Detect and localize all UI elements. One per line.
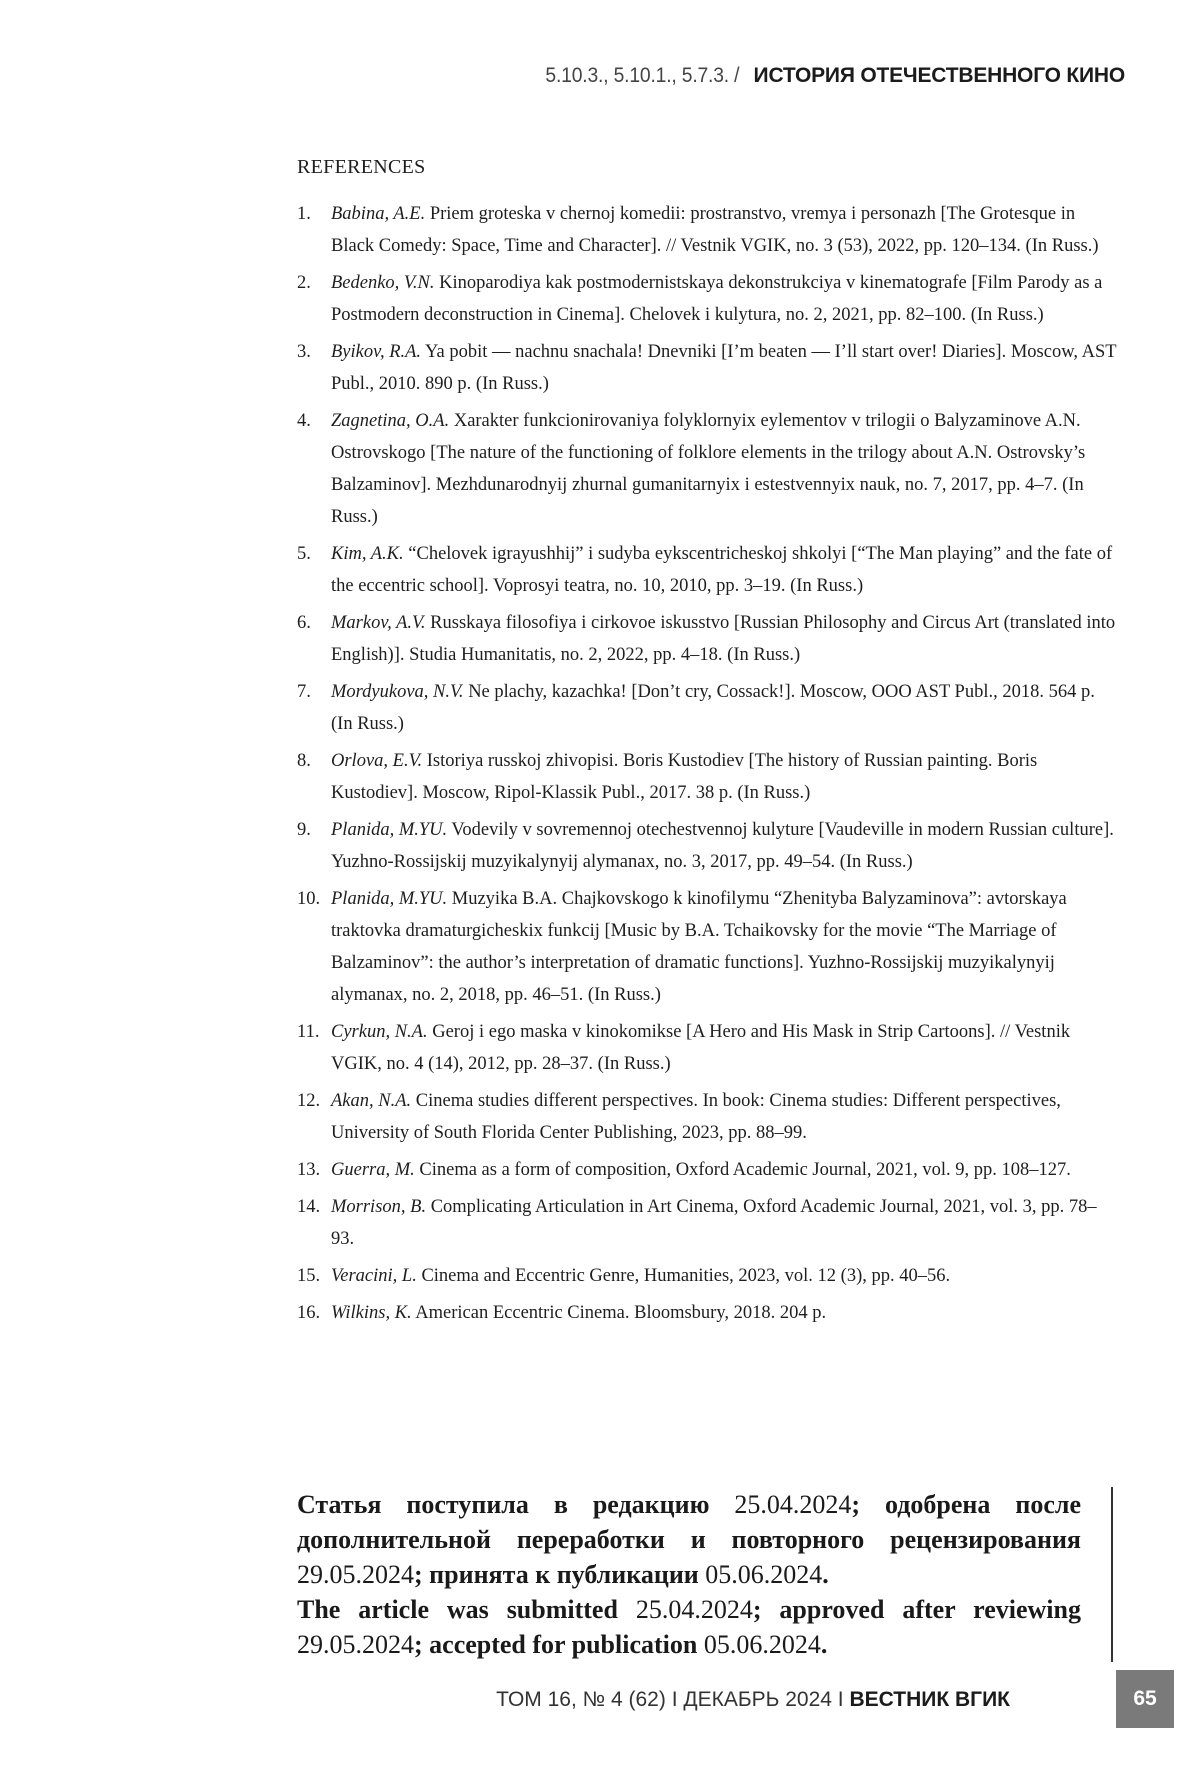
reference-item [297, 336, 1117, 400]
reference-author: Planida, M.YU. [331, 820, 448, 840]
reference-text: American Eccentric Cinema. Bloomsbury, 2018. 204 p. [411, 1303, 827, 1323]
reference-text: Vodevily v sovremennoj otechestvennoj kulyture [Vaudeville in modern Russian culture]. Yuzhno-Rossijskij muzyikalynyij alymanax, no. 3, 2017, pp. 49–54. (In Russ.) [331, 820, 1114, 872]
reference-item [297, 676, 1117, 740]
reference-text: Muzyika B.A. Chajkovskogo k kinofilymu “Zhenityba Balyzaminova”: avtorskaya traktovka dramaturgicheskix funkcij [Music by B.A. Tchaikovsky for the movie “The Marriage of Balzaminov”: the author’s interpretation of dramatic functions]. Yuzhno-Rossijskij muzyikalynyij alymanax, no. 2, 2018, pp. 46–51. (In Russ.) [331, 889, 1067, 1005]
reference-number: 10. [297, 889, 321, 909]
issue-info: ТОМ 16, № 4 (62) I ДЕКАБРЬ 2024 I [496, 1688, 850, 1711]
reference-author: Zagnetina, O.A. [331, 411, 450, 431]
reference-list [297, 198, 1117, 1334]
note-label: ; одобрена после дополнительной переработки и повторного рецензирования [297, 1490, 1081, 1554]
reference-item [297, 1260, 1117, 1292]
reference-item [297, 607, 1117, 671]
reference-text: Complicating Articulation in Art Cinema, Oxford Academic Journal, 2021, vol. 3, pp. 78–93. [331, 1197, 1097, 1249]
reference-item [297, 883, 1117, 1011]
accepted-date: 05.06.2024 [705, 1560, 823, 1589]
reference-text: “Chelovek igrayushhij” i sudyba eykscentricheskoj shkolyi [“The Man playing” and the fate of the eccentric school]. Voprosyi teatra, no. 10, 2010, pp. 3–19. (In Russ.) [331, 544, 1113, 596]
note-label: . [822, 1560, 829, 1589]
reference-number: 3. [297, 342, 311, 362]
reference-number: 9. [297, 820, 311, 840]
approved-date: 29.05.2024 [297, 1630, 414, 1659]
reference-item [297, 1297, 1117, 1329]
approved-date: 29.05.2024 [297, 1560, 414, 1589]
note-label: ; approved after reviewing [752, 1595, 1081, 1624]
reference-author: Bedenko, V.N. [331, 273, 435, 293]
reference-author: Morrison, B. [331, 1197, 427, 1217]
reference-author: Akan, N.A. [331, 1091, 412, 1111]
journal-name: ВЕСТНИК ВГИК [849, 1688, 1010, 1711]
reference-text: Russkaya filosofiya i cirkovoe iskusstvo [Russian Philosophy and Circus Art (translated into English)]. Studia Humanitatis, no. 2, 2022, pp. 4–18. (In Russ.) [331, 613, 1116, 665]
reference-text: Istoriya russkoj zhivopisi. Boris Kustodiev [The history of Russian painting. Boris Kustodiev]. Moscow, Ripol-Klassik Publ., 2017. 38 p. (In Russ.) [331, 751, 1038, 803]
section-title: ИСТОРИЯ ОТЕЧЕСТВЕННОГО КИНО [753, 64, 1125, 87]
submission-note-ru [297, 1487, 1081, 1592]
note-label: . [820, 1630, 828, 1659]
page-footer [496, 1688, 1010, 1712]
reference-author: Planida, M.YU. [331, 889, 448, 909]
reference-author: Cyrkun, N.A. [331, 1022, 428, 1042]
reference-number: 12. [297, 1091, 321, 1111]
note-label: ; accepted for publication [414, 1630, 704, 1659]
reference-text: Kinoparodiya kak postmodernistskaya dekonstrukciya v kinematografe [Film Parody as a Postmodern deconstruction in Cinema]. Chelovek i kulytura, no. 2, 2021, pp. 82–100. (In Russ.) [331, 273, 1103, 325]
reference-author: Babina, A.E. [331, 204, 426, 224]
reference-item [297, 745, 1117, 809]
page-number: 65 [1116, 1670, 1174, 1728]
reference-number: 11. [297, 1022, 320, 1042]
reference-author: Veracini, L. [331, 1266, 417, 1286]
reference-text: Cinema studies different perspectives. In book: Cinema studies: Different perspectives, University of South Florida Center Publishing, 2023, pp. 88–99. [331, 1091, 1061, 1143]
accepted-date: 05.06.2024 [703, 1630, 821, 1659]
submission-note [297, 1487, 1113, 1662]
reference-text: Xarakter funkcionirovaniya folyklornyix eylementov v trilogii o Balyzaminove A.N. Ostrovskogo [The nature of the functioning of folklore elements in the trilogy about A.N. Ostrovsky’s Balzaminov]. Mezhdunarodnyij zhurnal gumanitarnyix i estestvennyix nauk, no. 7, 2017, pp. 4–7. (In Russ.) [331, 411, 1086, 527]
reference-author: Guerra, M. [331, 1160, 415, 1180]
reference-author: Kim, A.K. [331, 544, 404, 564]
reference-text: Geroj i ego maska v kinokomikse [A Hero and His Mask in Strip Cartoons]. // Vestnik VGIK, no. 4 (14), 2012, pp. 28–37. (In Russ.) [331, 1022, 1071, 1074]
reference-item [297, 538, 1117, 602]
references-heading: REFERENCES [297, 156, 426, 178]
reference-item [297, 814, 1117, 878]
reference-number: 1. [297, 204, 311, 224]
reference-item [297, 1016, 1117, 1080]
reference-number: 14. [297, 1197, 321, 1217]
reference-item [297, 1154, 1117, 1186]
reference-item [297, 405, 1117, 533]
reference-number: 16. [297, 1303, 321, 1323]
received-date: 25.04.2024 [734, 1490, 852, 1519]
reference-text: Cinema and Eccentric Genre, Humanities, 2023, vol. 12 (3), pp. 40–56. [416, 1266, 951, 1286]
reference-author: Orlova, E.V. [331, 751, 423, 771]
reference-text: Ne plachy, kazachka! [Don’t cry, Cossack!]. Moscow, OOO AST Publ., 2018. 564 p. (In Russ.) [331, 682, 1095, 734]
received-date: 25.04.2024 [635, 1595, 753, 1624]
reference-number: 7. [297, 682, 311, 702]
reference-item [297, 198, 1117, 262]
reference-number: 13. [297, 1160, 321, 1180]
note-label: Статья поступила в редакцию [297, 1490, 735, 1519]
reference-number: 2. [297, 273, 311, 293]
reference-number: 8. [297, 751, 311, 771]
reference-number: 5. [297, 544, 311, 564]
submission-note-en [297, 1592, 1081, 1662]
reference-item [297, 1191, 1117, 1255]
reference-author: Wilkins, K. [331, 1303, 412, 1323]
reference-item [297, 1085, 1117, 1149]
reference-text: Priem groteska v chernoj komedii: prostranstvo, vremya i personazh [The Grotesque in Black Comedy: Space, Time and Character]. // Vestnik VGIK, no. 3 (53), 2022, pp. 120–134. (In Russ.) [331, 204, 1099, 256]
note-label: The article was submitted [297, 1595, 636, 1624]
reference-author: Byikov, R.A. [331, 342, 422, 362]
reference-text: Cinema as a form of composition, Oxford Academic Journal, 2021, vol. 9, pp. 108–127. [414, 1160, 1071, 1180]
note-label: ; принята к публикации [414, 1560, 706, 1589]
reference-text: Ya pobit — nachnu snachala! Dnevniki [I’m beaten — I’ll start over! Diaries]. Moscow, AST Publ., 2010. 890 p. (In Russ.) [331, 342, 1117, 394]
reference-author: Markov, A.V. [331, 613, 426, 633]
reference-number: 6. [297, 613, 311, 633]
specialty-codes: 5.10.3., 5.10.1., 5.7.3. / [545, 64, 740, 87]
reference-number: 15. [297, 1266, 321, 1286]
running-head [537, 64, 1125, 88]
reference-number: 4. [297, 411, 311, 431]
reference-item [297, 267, 1117, 331]
reference-author: Mordyukova, N.V. [331, 682, 464, 702]
